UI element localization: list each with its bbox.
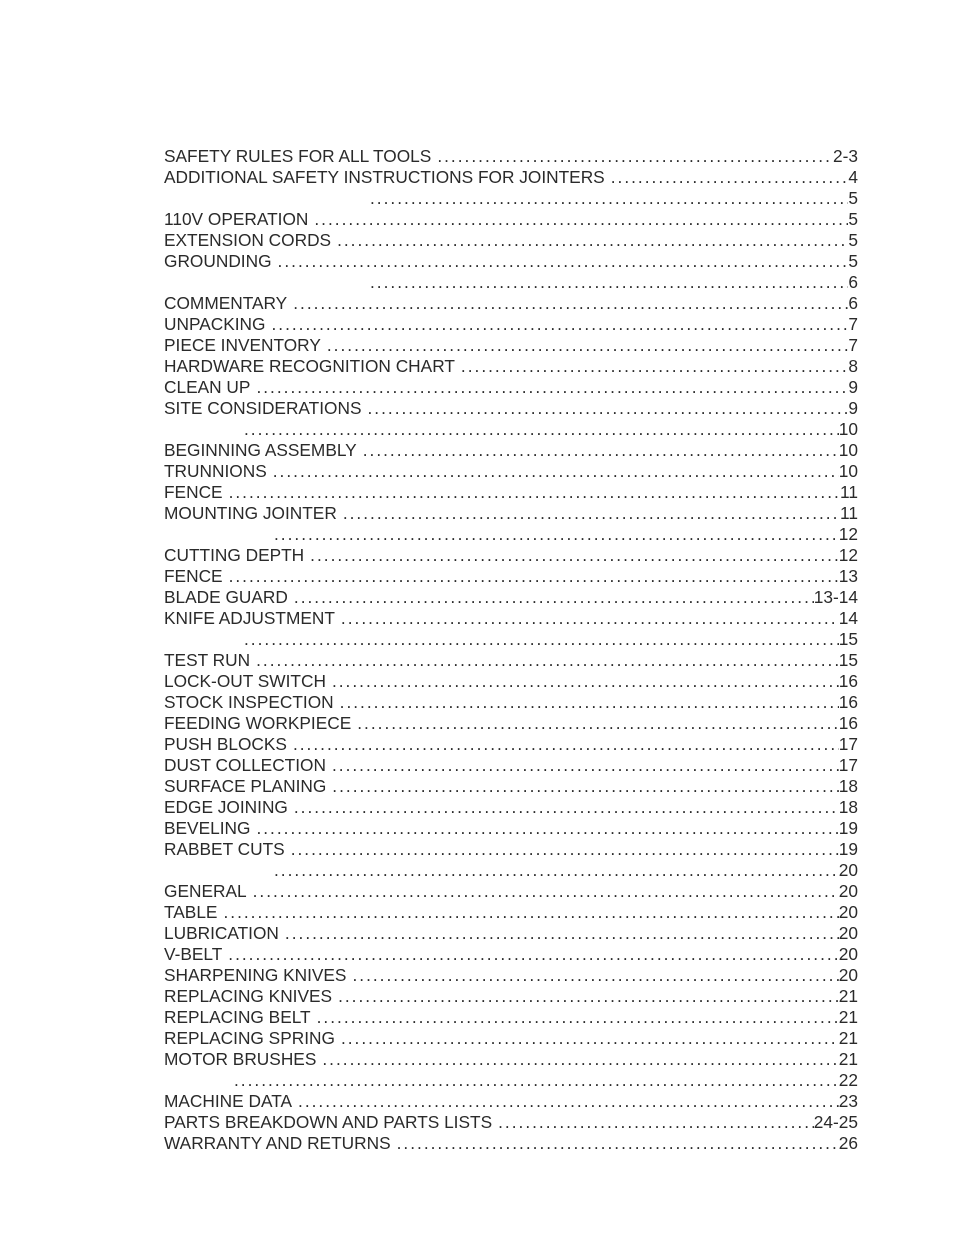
toc-entry-page: 4 bbox=[848, 167, 858, 187]
toc-entry bbox=[164, 566, 858, 587]
toc-entry-title: GENERAL bbox=[164, 881, 247, 901]
dot-leader bbox=[278, 251, 849, 272]
toc-entry-page: 10 bbox=[838, 461, 858, 481]
toc-entry-title: FENCE bbox=[164, 482, 223, 502]
toc-entry bbox=[164, 1028, 858, 1049]
toc-entry bbox=[164, 587, 858, 608]
toc-entry bbox=[164, 524, 858, 545]
toc-entry-title: WARRANTY AND RETURNS bbox=[164, 1133, 391, 1153]
toc-entry bbox=[164, 1112, 858, 1133]
toc-entry-page: 13 bbox=[838, 566, 858, 586]
toc-entry bbox=[164, 1049, 858, 1070]
toc-entry-page: 22 bbox=[838, 1070, 858, 1090]
dot-leader bbox=[370, 188, 848, 209]
toc-entry-title: SURFACE PLANING bbox=[164, 776, 327, 796]
toc-entry-page: 15 bbox=[838, 629, 858, 649]
toc-entry-page: 5 bbox=[848, 209, 858, 229]
toc-entry bbox=[164, 944, 858, 965]
toc-entry-page: 18 bbox=[838, 797, 858, 817]
toc-entry-page: 14 bbox=[838, 608, 858, 628]
toc-entry-title: TRUNNIONS bbox=[164, 461, 267, 481]
toc-entry bbox=[164, 188, 858, 209]
toc-entry-title: UNPACKING bbox=[164, 314, 266, 334]
toc-entry-title: MACHINE DATA bbox=[164, 1091, 293, 1111]
toc-entry bbox=[164, 650, 858, 671]
toc-entry bbox=[164, 881, 858, 902]
dot-leader bbox=[437, 146, 833, 167]
dot-leader bbox=[244, 629, 839, 650]
toc-entry-page: 21 bbox=[838, 1049, 858, 1069]
toc-entry-page: 20 bbox=[838, 860, 858, 880]
toc-entry bbox=[164, 167, 858, 188]
toc-entry-page: 18 bbox=[838, 776, 858, 796]
dot-leader bbox=[314, 209, 848, 230]
dot-leader bbox=[322, 1049, 838, 1070]
toc-entry-page: 24-25 bbox=[813, 1112, 858, 1132]
toc-entry-title: REPLACING SPRING bbox=[164, 1028, 335, 1048]
dot-leader bbox=[223, 902, 838, 923]
dot-leader bbox=[370, 272, 848, 293]
dot-leader bbox=[244, 419, 839, 440]
toc-entry-title: SITE CONSIDERATIONS bbox=[164, 398, 362, 418]
toc-entry-page: 17 bbox=[838, 755, 858, 775]
dot-leader bbox=[611, 167, 849, 188]
dot-leader bbox=[341, 608, 839, 629]
toc-entry-title: EDGE JOINING bbox=[164, 797, 288, 817]
table-of-contents bbox=[164, 146, 858, 1154]
toc-entry-page: 10 bbox=[838, 419, 858, 439]
dot-leader bbox=[285, 923, 839, 944]
toc-entry-title: MOUNTING JOINTER bbox=[164, 503, 337, 523]
dot-leader bbox=[229, 566, 839, 587]
toc-entry-page: 2-3 bbox=[833, 146, 858, 166]
toc-entry bbox=[164, 251, 858, 272]
toc-entry-page: 12 bbox=[838, 524, 858, 544]
toc-entry-page: 5 bbox=[848, 230, 858, 250]
toc-entry-page: 23 bbox=[838, 1091, 858, 1111]
toc-entry bbox=[164, 1007, 858, 1028]
toc-entry bbox=[164, 839, 858, 860]
toc-entry bbox=[164, 545, 858, 566]
toc-entry bbox=[164, 377, 858, 398]
dot-leader bbox=[293, 293, 848, 314]
toc-entry-title: BEVELING bbox=[164, 818, 251, 838]
toc-entry-page: 21 bbox=[838, 986, 858, 1006]
dot-leader bbox=[332, 776, 838, 797]
toc-entry-title: KNIFE ADJUSTMENT bbox=[164, 608, 335, 628]
toc-entry-title: REPLACING KNIVES bbox=[164, 986, 333, 1006]
toc-entry bbox=[164, 923, 858, 944]
toc-entry bbox=[164, 986, 858, 1007]
toc-entry-page: 8 bbox=[848, 356, 858, 376]
toc-entry-title: MOTOR BRUSHES bbox=[164, 1049, 317, 1069]
dot-leader bbox=[293, 734, 839, 755]
dot-leader bbox=[317, 1007, 839, 1028]
toc-entry-page: 19 bbox=[838, 818, 858, 838]
dot-leader bbox=[298, 1091, 839, 1112]
dot-leader bbox=[363, 440, 839, 461]
toc-entry-title: BLADE GUARD bbox=[164, 587, 288, 607]
toc-entry bbox=[164, 629, 858, 650]
dot-leader bbox=[327, 335, 849, 356]
dot-leader bbox=[274, 860, 839, 881]
toc-entry bbox=[164, 776, 858, 797]
toc-entry-title: PIECE INVENTORY bbox=[164, 335, 321, 355]
toc-entry-page: 21 bbox=[838, 1028, 858, 1048]
dot-leader bbox=[338, 986, 839, 1007]
dot-leader bbox=[256, 818, 838, 839]
dot-leader bbox=[234, 1070, 839, 1091]
toc-entry-page: 16 bbox=[838, 713, 858, 733]
toc-entry-title: TEST RUN bbox=[164, 650, 251, 670]
toc-entry bbox=[164, 230, 858, 251]
dot-leader bbox=[256, 377, 848, 398]
dot-leader bbox=[341, 1028, 839, 1049]
dot-leader bbox=[343, 503, 840, 524]
dot-leader bbox=[332, 671, 839, 692]
toc-entry bbox=[164, 440, 858, 461]
toc-entry-page: 6 bbox=[848, 272, 858, 292]
toc-entry-page: 12 bbox=[838, 545, 858, 565]
toc-entry-title: TABLE bbox=[164, 902, 218, 922]
toc-entry-page: 26 bbox=[838, 1133, 858, 1153]
dot-leader bbox=[332, 755, 839, 776]
dot-leader bbox=[357, 713, 839, 734]
toc-entry-title: SHARPENING KNIVES bbox=[164, 965, 347, 985]
toc-entry-title: DUST COLLECTION bbox=[164, 755, 326, 775]
toc-entry bbox=[164, 1133, 858, 1154]
dot-leader bbox=[352, 965, 838, 986]
toc-entry-title: PUSH BLOCKS bbox=[164, 734, 287, 754]
toc-entry bbox=[164, 314, 858, 335]
toc-entry-page: 11 bbox=[840, 503, 858, 523]
toc-entry bbox=[164, 482, 858, 503]
toc-entry bbox=[164, 671, 858, 692]
toc-entry-page: 7 bbox=[848, 314, 858, 334]
dot-leader bbox=[337, 230, 848, 251]
dot-leader bbox=[273, 461, 839, 482]
toc-entry-page: 10 bbox=[838, 440, 858, 460]
dot-leader bbox=[274, 524, 839, 545]
toc-entry-title: COMMENTARY bbox=[164, 293, 288, 313]
toc-entry-title: CLEAN UP bbox=[164, 377, 251, 397]
toc-entry bbox=[164, 209, 858, 230]
toc-entry-page: 16 bbox=[838, 671, 858, 691]
toc-entry bbox=[164, 272, 858, 293]
toc-entry-title: 110V OPERATION bbox=[164, 209, 309, 229]
toc-entry-page: 20 bbox=[838, 881, 858, 901]
toc-entry-title: LOCK-OUT SWITCH bbox=[164, 671, 326, 691]
toc-entry-page: 19 bbox=[838, 839, 858, 859]
toc-entry-title: V-BELT bbox=[164, 944, 223, 964]
dot-leader bbox=[291, 839, 839, 860]
dot-leader bbox=[229, 482, 840, 503]
toc-entry bbox=[164, 461, 858, 482]
toc-entry bbox=[164, 692, 858, 713]
toc-entry-page: 11 bbox=[840, 482, 858, 502]
toc-entry bbox=[164, 860, 858, 881]
toc-entry bbox=[164, 146, 858, 167]
toc-entry-title: HARDWARE RECOGNITION CHART bbox=[164, 356, 455, 376]
toc-entry-title: LUBRICATION bbox=[164, 923, 279, 943]
toc-entry bbox=[164, 335, 858, 356]
dot-leader bbox=[498, 1112, 814, 1133]
toc-entry-title: PARTS BREAKDOWN AND PARTS LISTS bbox=[164, 1112, 493, 1132]
dot-leader bbox=[228, 944, 839, 965]
toc-entry-page: 5 bbox=[848, 188, 858, 208]
toc-entry-title: FENCE bbox=[164, 566, 223, 586]
toc-entry-title: FEEDING WORKPIECE bbox=[164, 713, 352, 733]
toc-entry-page: 20 bbox=[838, 902, 858, 922]
dot-leader bbox=[294, 587, 814, 608]
toc-entry-page: 9 bbox=[848, 377, 858, 397]
toc-entry bbox=[164, 356, 858, 377]
dot-leader bbox=[294, 797, 839, 818]
dot-leader bbox=[397, 1133, 839, 1154]
toc-entry-title: CUTTING DEPTH bbox=[164, 545, 305, 565]
toc-entry bbox=[164, 398, 858, 419]
dot-leader bbox=[271, 314, 848, 335]
dot-leader bbox=[256, 650, 839, 671]
toc-entry-page: 5 bbox=[848, 251, 858, 271]
toc-entry bbox=[164, 608, 858, 629]
toc-entry bbox=[164, 755, 858, 776]
toc-entry-page: 6 bbox=[848, 293, 858, 313]
toc-entry bbox=[164, 965, 858, 986]
toc-entry-page: 20 bbox=[838, 944, 858, 964]
toc-entry bbox=[164, 797, 858, 818]
toc-entry bbox=[164, 734, 858, 755]
toc-entry-page: 17 bbox=[838, 734, 858, 754]
toc-entry-title: REPLACING BELT bbox=[164, 1007, 311, 1027]
dot-leader bbox=[253, 881, 839, 902]
toc-entry-page: 20 bbox=[838, 923, 858, 943]
toc-entry-title: GROUNDING bbox=[164, 251, 272, 271]
dot-leader bbox=[367, 398, 848, 419]
toc-entry-title: STOCK INSPECTION bbox=[164, 692, 334, 712]
toc-entry-title: SAFETY RULES FOR ALL TOOLS bbox=[164, 146, 432, 166]
dot-leader bbox=[310, 545, 839, 566]
toc-entry bbox=[164, 902, 858, 923]
dot-leader bbox=[461, 356, 848, 377]
toc-entry bbox=[164, 1091, 858, 1112]
toc-entry-page: 9 bbox=[848, 398, 858, 418]
toc-entry bbox=[164, 293, 858, 314]
toc-entry-title: RABBET CUTS bbox=[164, 839, 285, 859]
toc-entry bbox=[164, 419, 858, 440]
toc-entry-title: ADDITIONAL SAFETY INSTRUCTIONS FOR JOINTERS bbox=[164, 167, 605, 187]
toc-entry-page: 16 bbox=[838, 692, 858, 712]
dot-leader bbox=[340, 692, 839, 713]
toc-entry bbox=[164, 1070, 858, 1091]
toc-entry bbox=[164, 713, 858, 734]
toc-entry bbox=[164, 503, 858, 524]
toc-entry-title: BEGINNING ASSEMBLY bbox=[164, 440, 357, 460]
toc-entry-title: EXTENSION CORDS bbox=[164, 230, 332, 250]
toc-entry-page: 20 bbox=[838, 965, 858, 985]
toc-entry-page: 21 bbox=[838, 1007, 858, 1027]
toc-entry bbox=[164, 818, 858, 839]
toc-entry-page: 7 bbox=[848, 335, 858, 355]
toc-entry-page: 13-14 bbox=[813, 587, 858, 607]
toc-entry-page: 15 bbox=[838, 650, 858, 670]
